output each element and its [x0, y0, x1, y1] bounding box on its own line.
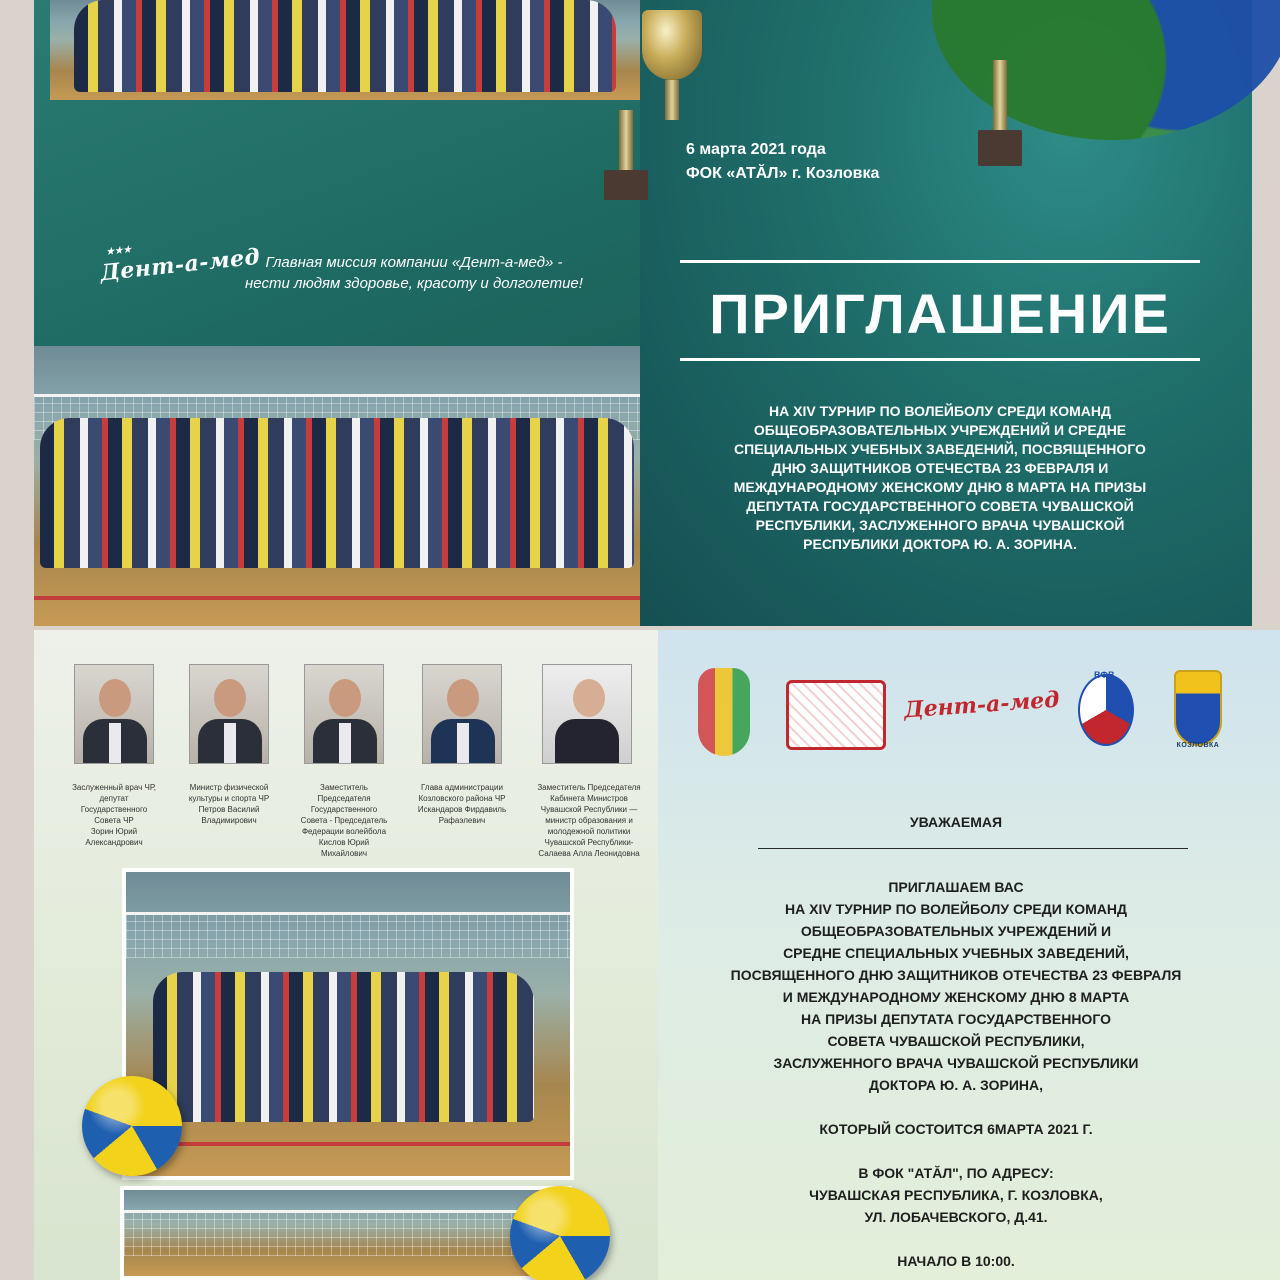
official-portrait: [304, 664, 384, 764]
start-time-line: НАЧАЛО В 10:00.: [897, 1253, 1015, 1269]
trophy-graphic: [642, 10, 702, 120]
invite-line: ОБЩЕОБРАЗОВАТЕЛЬНЫХ УЧРЕЖДЕНИЙ И: [800, 923, 1112, 939]
girls-team-photo: [122, 868, 574, 1180]
mission-line: нести людям здоровье, красоту и долголетие!: [245, 275, 583, 292]
education-ministry-logo: [786, 680, 886, 750]
dent-a-med-logo: ★★★ Дент-а-мед: [99, 244, 261, 287]
cover-front-panel: [640, 0, 1252, 626]
description-line: МЕЖДУНАРОДНОМУ ЖЕНСКОМУ ДНЮ 8 МАРТА НА ПРИЗЫ: [733, 479, 1147, 495]
kozlovka-coat-of-arms: КОЗЛОВКА: [1174, 670, 1222, 746]
official-caption: Глава администрации Козловского района ЧР Искандаров Фирдавиль Рафаэлевич: [417, 783, 507, 825]
event-date-venue: [686, 138, 879, 186]
invite-line: НА XIV ТУРНИР ПО ВОЛЕЙБОЛУ СРЕДИ КОМАНД: [785, 901, 1127, 917]
description-line: ОБЩЕОБРАЗОВАТЕЛЬНЫХ УЧРЕЖДЕНИЙ И СРЕДНЕ: [753, 422, 1127, 438]
trophy-graphic: [596, 110, 656, 200]
title-rule-top: [680, 260, 1200, 263]
official-caption: Заслуженный врач ЧР, депутат Государственного Совета ЧР Зорин Юрий Александрович: [72, 783, 156, 847]
invitation-body: [658, 876, 1254, 1272]
mission-line: Главная миссия компании «Дент-а-мед» -: [265, 254, 563, 271]
dent-a-med-logo: Дент-а-мед: [903, 686, 1061, 724]
invite-line: ПОСВЯЩЕННОГО ДНЮ ЗАЩИТНИКОВ ОТЕЧЕСТВА 23 ФЕВРАЛЯ: [730, 967, 1182, 983]
address-line: ЧУВАШСКАЯ РЕСПУБЛИКА, Г. КОЗЛОВКА,: [809, 1187, 1103, 1203]
volleyball-graphic: [82, 1076, 182, 1176]
cover-back-panel: [34, 0, 640, 626]
invitation-description: [680, 402, 1200, 554]
description-line: РЕСПУБЛИКИ, ЗАСЛУЖЕННОГО ВРАЧА ЧУВАШСКОЙ: [755, 517, 1125, 533]
description-line: РЕСПУБЛИКИ ДОКТОРА Ю. А. ЗОРИНА.: [803, 536, 1077, 552]
inner-right-panel: [658, 630, 1280, 1280]
invite-line: НА ПРИЗЫ ДЕПУТАТА ГОСУДАРСТВЕННОГО: [801, 1011, 1111, 1027]
description-line: СПЕЦИАЛЬНЫХ УЧЕБНЫХ ЗАВЕДЕНИЙ, ПОСВЯЩЕННОГО: [734, 441, 1146, 457]
invitation-title: ПРИГЛАШЕНИЕ: [709, 282, 1171, 345]
invite-line: СРЕДНЕ СПЕЦИАЛЬНЫХ УЧЕБНЫХ ЗАВЕДЕНИЙ,: [783, 945, 1129, 961]
event-date-line: КОТОРЫЙ СОСТОИТСЯ 6МАРТА 2021 Г.: [819, 1121, 1093, 1137]
invite-line: ДОКТОРА Ю. А. ЗОРИНА,: [868, 1077, 1044, 1093]
volleyball-federation-logo: ВФВ: [1078, 674, 1134, 746]
team-photo-bottom: [120, 1186, 572, 1280]
name-line: [758, 848, 1188, 849]
event-venue: ФОК «АТӐЛ» г. Козловка: [686, 165, 880, 182]
description-line: ДЕПУТАТА ГОСУДАРСТВЕННОГО СОВЕТА ЧУВАШСКОЙ: [746, 498, 1134, 514]
invite-line: И МЕЖДУНАРОДНОМУ ЖЕНСКОМУ ДНЮ 8 МАРТА: [782, 989, 1130, 1005]
trophy-graphic: [970, 60, 1030, 166]
inner-left-panel: [34, 630, 658, 1280]
volleyball-graphic: [510, 1186, 610, 1280]
description-line: ДНЮ ЗАЩИТНИКОВ ОТЕЧЕСТВА 23 ФЕВРАЛЯ И: [771, 460, 1109, 476]
team-photo-top: [50, 0, 640, 100]
team-group-photo: [34, 346, 640, 626]
official-portrait: [189, 664, 269, 764]
title-rule-bottom: [680, 358, 1200, 361]
chuvash-emblem-logo: [698, 668, 750, 756]
official-portrait: [74, 664, 154, 764]
invite-line: СОВЕТА ЧУВАШСКОЙ РЕСПУБЛИКИ,: [827, 1033, 1085, 1049]
official-portrait: [422, 664, 502, 764]
official-caption: Министр физической культуры и спорта ЧР Петров Василий Владимирович: [188, 783, 270, 825]
address-line: В ФОК "АТӐЛ", ПО АДРЕСУ:: [858, 1165, 1054, 1181]
official-caption: Заместитель Председателя Кабинета Министров Чувашской Республики — министр образования и молодежной политики Чувашской Республики- Салаева Алла Леонидовна: [537, 783, 641, 858]
invite-line: ПРИГЛАШАЕМ ВАС: [888, 879, 1024, 895]
invite-line: ЗАСЛУЖЕННОГО ВРАЧА ЧУВАШСКОЙ РЕСПУБЛИКИ: [773, 1055, 1139, 1071]
greeting: УВАЖАЕМАЯ: [909, 814, 1003, 830]
brand-row: [34, 230, 640, 320]
address-line: УЛ. ЛОБАЧЕВСКОГО, Д.41.: [864, 1209, 1048, 1225]
official-caption: Заместитель Председателя Государственного Совета - Председатель Федерации волейбола Кислов Юрий Михайлович: [300, 783, 388, 858]
official-portrait: [542, 664, 632, 764]
mission-statement: [214, 252, 614, 294]
description-line: НА XIV ТУРНИР ПО ВОЛЕЙБОЛУ СРЕДИ КОМАНД: [769, 403, 1111, 419]
event-date: 6 марта 2021 года: [686, 141, 826, 158]
